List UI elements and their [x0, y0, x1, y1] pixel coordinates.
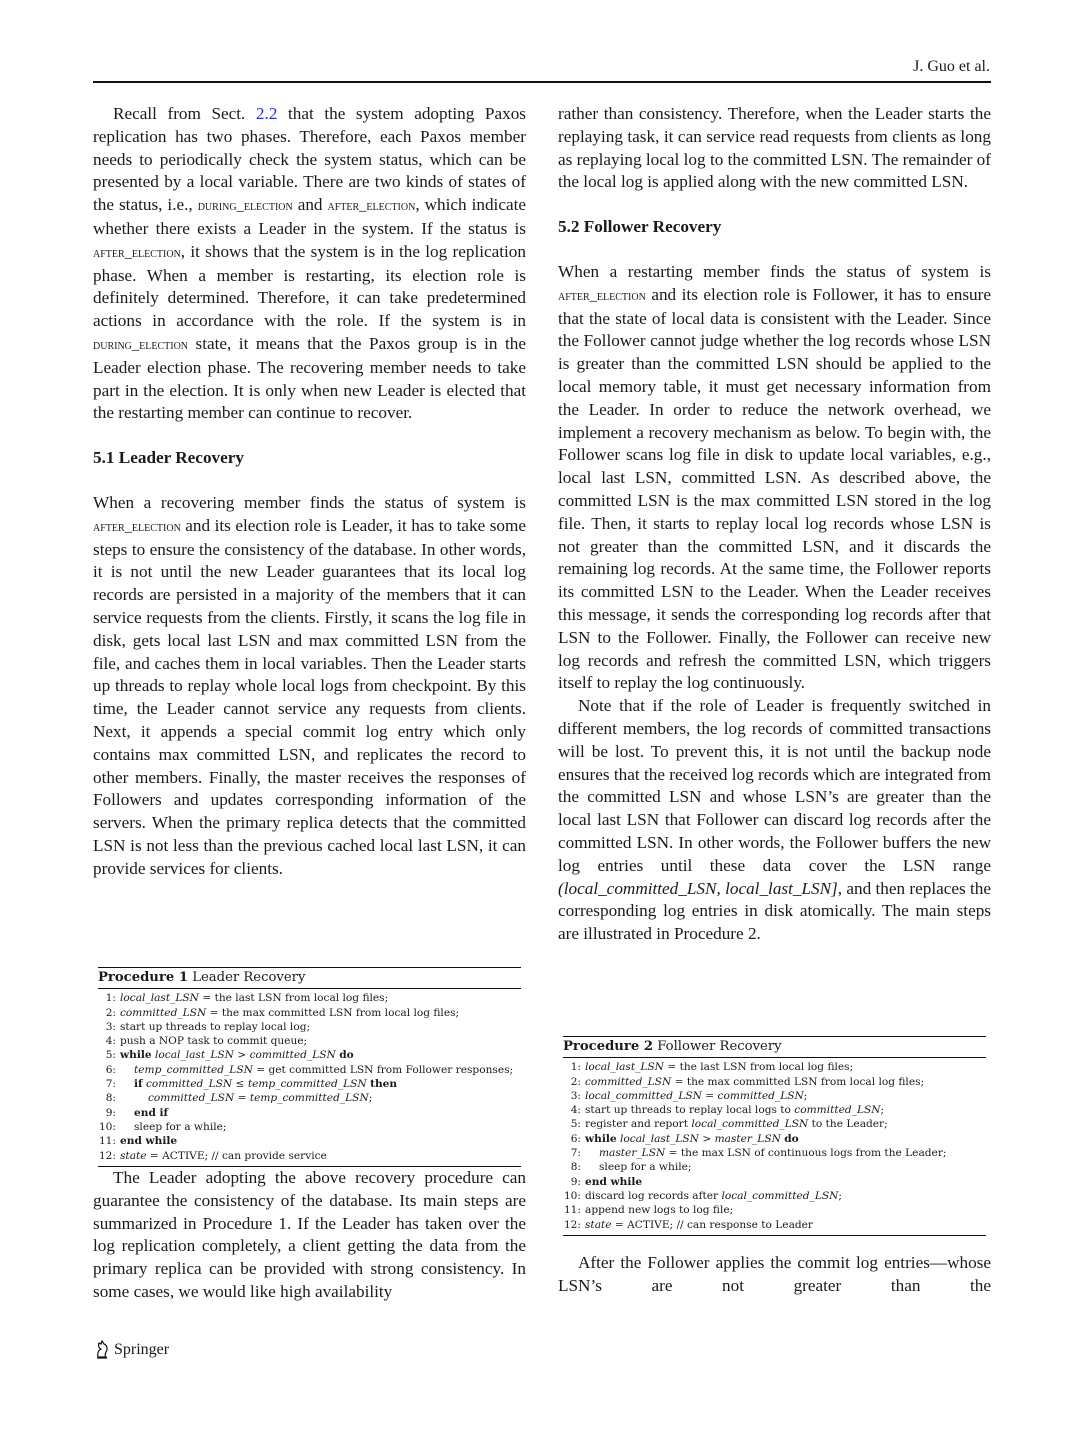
line-number: 5:	[570, 1118, 581, 1131]
line-number: 8:	[105, 1092, 116, 1105]
algo-line	[98, 1034, 521, 1048]
algo-line	[563, 1203, 986, 1217]
rule	[563, 1057, 986, 1058]
variable: temp_committed_LSN	[134, 1063, 253, 1076]
text: = ACTIVE; // can response to Leader	[611, 1218, 813, 1231]
variable: local_last_LSN	[585, 1061, 664, 1074]
algo-line	[563, 1103, 986, 1117]
algo-line	[563, 1132, 986, 1146]
algo-line	[563, 1075, 986, 1089]
text: ;	[838, 1189, 842, 1202]
small-caps-term: during_election	[197, 198, 293, 215]
text: append new logs to log file;	[585, 1204, 734, 1217]
keyword: end while	[585, 1175, 643, 1188]
line-number: 10:	[98, 1120, 116, 1133]
algo-line	[563, 1189, 986, 1203]
text: , it shows that the system is in the log replication phase. When a member is restarting, its election role is definitely determined. Therefore, it can take predetermined actions in accordance with the role. If the system is in	[93, 241, 526, 331]
operator: >	[233, 1049, 250, 1062]
text: push a NOP task to commit queue;	[120, 1035, 308, 1048]
text: Recall from Sect.	[113, 104, 256, 123]
algo-line	[98, 1077, 521, 1091]
text: sleep for a while;	[599, 1161, 692, 1174]
line-number: 3:	[570, 1089, 581, 1102]
variable: master_LSN	[714, 1132, 781, 1145]
keyword: then	[370, 1078, 398, 1091]
line-number: 10:	[563, 1189, 581, 1202]
procedure-label: Procedure 2	[563, 1039, 653, 1055]
algo-line	[98, 1120, 521, 1134]
header-rule	[93, 81, 991, 83]
variable: committed_LSN	[717, 1089, 804, 1102]
algo-line	[563, 1089, 986, 1103]
continued-paragraph: rather than consistency. Therefore, when the Leader starts the replaying task, it can service read requests from clients as long as replaying local log to the committed LSN. The remainder of the local log is applied along with the new committed LSN.	[558, 104, 991, 192]
small-caps-term: after_election	[327, 198, 416, 215]
section-heading-5-1: 5.1 Leader Recovery	[93, 448, 244, 468]
text: and	[292, 195, 328, 215]
keyword: if	[134, 1078, 143, 1091]
line-number: 6:	[105, 1063, 116, 1076]
variable: local_committed_LSN	[721, 1189, 839, 1202]
keyword: end while	[120, 1135, 178, 1148]
text: = the last LSN from local log files;	[198, 992, 389, 1005]
algo-line	[563, 1117, 986, 1131]
procedure-label: Procedure 1	[98, 970, 188, 986]
line-number: 3:	[105, 1020, 116, 1033]
text: that the system adopting Paxos replication has two phases. Therefore, each Paxos member needs to periodically check the system status, which can be presented by a local variable. There are two kinds of states of the status, i.e.,	[93, 104, 526, 215]
procedure-name: Leader Recovery	[192, 970, 306, 986]
text: start up threads to replay local logs to	[585, 1104, 795, 1117]
text: = ACTIVE; // can provide service	[146, 1149, 327, 1162]
variable: committed_LSN	[585, 1075, 672, 1088]
operator: =	[234, 1092, 250, 1105]
variable: committed_LSN	[794, 1104, 881, 1117]
algo-line	[98, 1020, 521, 1034]
rule	[98, 988, 521, 989]
algo-line	[563, 1175, 986, 1189]
text: Note that if the role of Leader is frequently switched in different members, the log records of committed transactions will be lost. To prevent this, it is not until the backup node ensures that the received log records which are integrated from the committed LSN and whose LSN’s are greater than the local last LSN that Follower can discard log records after the committed LSN. In other words, the Follower buffers the new log entries until these data cover the LSN range	[558, 696, 991, 875]
line-number: 1:	[105, 992, 116, 1005]
variable: committed_LSN	[120, 1006, 207, 1019]
keyword: while	[585, 1132, 617, 1145]
line-number: 2:	[570, 1075, 581, 1088]
line-number: 5:	[105, 1049, 116, 1062]
text: ;	[368, 1092, 373, 1105]
line-number: 12:	[98, 1149, 116, 1162]
line-number: 8:	[570, 1161, 581, 1174]
line-number: 4:	[105, 1035, 116, 1048]
keyword: do	[784, 1132, 799, 1145]
procedure-name: Follower Recovery	[657, 1039, 782, 1055]
algo-line	[98, 1048, 521, 1062]
variable: temp_committed_LSN	[247, 1078, 367, 1091]
text: discard log records after	[585, 1189, 722, 1202]
text: = the max committed LSN from local log files;	[206, 1006, 460, 1019]
variable: state	[120, 1149, 147, 1162]
publisher-name: Springer	[114, 1341, 170, 1358]
procedure-title	[563, 1037, 986, 1057]
line-number: 2:	[105, 1006, 116, 1019]
line-number: 9:	[105, 1106, 116, 1119]
after-procedure-1-paragraph: The Leader adopting the above recovery procedure can guarantee the consistency of the database. Its main steps are summarized in Procedure 1. If the Leader has taken over the log replication completely, a client getting the data from the primary replica can be provided with strong consistency. In some cases, we would like high availability	[93, 1168, 526, 1301]
keyword: end if	[134, 1106, 169, 1119]
procedure-title	[98, 968, 521, 988]
algo-line	[563, 1218, 986, 1232]
small-caps-term: after_election	[93, 518, 181, 535]
right-column	[558, 103, 991, 946]
variable: local_last_LSN	[155, 1049, 234, 1062]
text: ;	[803, 1089, 808, 1102]
line-number: 11:	[98, 1135, 116, 1148]
variable: state	[585, 1218, 612, 1231]
lsn-range: (local_committed_LSN, local_last_LSN]	[558, 878, 838, 898]
text: start up threads to replay local log;	[120, 1020, 311, 1033]
running-header-author: J. Guo et al.	[913, 58, 990, 75]
variable: local_committed_LSN	[585, 1089, 702, 1102]
variable: committed_LSN	[148, 1092, 235, 1105]
text: sleep for a while;	[134, 1120, 227, 1133]
leader-recovery-paragraph	[93, 492, 526, 881]
procedure-2-box	[563, 1036, 986, 1236]
small-caps-term: during_election	[93, 336, 189, 353]
operator: ≤	[232, 1078, 248, 1091]
variable: master_LSN	[599, 1147, 666, 1160]
algo-line	[98, 1006, 521, 1020]
procedure-1-box	[98, 967, 521, 1167]
keyword: while	[120, 1049, 152, 1062]
line-number: 9:	[570, 1175, 581, 1188]
line-number: 4:	[570, 1104, 581, 1117]
text: state, it means that the Paxos group is in the Leader election phase. The recovering member needs to take part in the election. It is only when new Leader is elected that the restarting member can continue to recover.	[93, 333, 526, 423]
variable: local_last_LSN	[120, 992, 199, 1005]
algo-line	[98, 991, 521, 1005]
text: When a recovering member finds the status of system is	[93, 492, 526, 512]
springer-horse-logo-icon	[93, 1340, 111, 1360]
algo-line	[563, 1060, 986, 1074]
text: and its election role is Follower, it has to ensure that the state of local data is consistent with the Leader. Since the Follower cannot judge whether the log records whose LSN is greater than the committed LSN should be applied to the local memory table, it must get necessary information from the Leader. In order to reduce the network overhead, we implement a recovery mechanism as below. To begin with, the Follower scans log file in disk to update local variables, e.g., local last LSN, committed LSN. As described above, the committed LSN is the max committed LSN stored in the log file. Then, it starts to replay local log records whose LSN is not greater than the committed LSN, and it discards the remaining log records. At the same time, the Follower reports its committed LSN to the Leader. When the Leader receives this message, it sends the corresponding log records after that LSN to the Follower. Finally, the Follower can receive new log records and refresh the committed LSN, which triggers itself to replay the log continuously.	[558, 284, 991, 693]
text: = the max LSN of continuous logs from the Leader;	[665, 1147, 947, 1160]
line-number: 12:	[563, 1218, 581, 1231]
operator: >	[698, 1132, 715, 1145]
text: and its election role is Leader, it has to take some steps to ensure the consistency of the database. In other words, it is not until the new Leader guarantees that its local log records are persisted in a majority of the members that it can service requests from the clients. Firstly, it scans the log file in disk, gets local last LSN and max committed LSN from the file, and caches them in local variables. Then the Leader starts up threads to replay whole local logs from checkpoint. By this time, the Leader cannot service any requests from clients. Next, it appends a special commit log entry which only contains max committed LSN, and replicates the record to other members. Finally, the master receives the responses of Followers and updates corresponding information of the servers. When the primary replica detects that the committed LSN is not less than the previous cached local last LSN, it can provide services for clients.	[93, 515, 526, 878]
left-column-bottom	[93, 1167, 526, 1304]
algo-line	[563, 1160, 986, 1174]
line-number: 11:	[563, 1204, 581, 1217]
algo-line	[98, 1134, 521, 1148]
rule	[563, 1235, 986, 1236]
section-link[interactable]: 2.2	[255, 104, 278, 123]
follower-recovery-paragraph	[558, 261, 991, 695]
intro-paragraph	[93, 103, 526, 425]
line-number: 7:	[105, 1078, 116, 1091]
text: , which indicate whether there exists a Leader in the system. If the status is	[93, 195, 526, 238]
note-paragraph	[558, 695, 991, 946]
small-caps-term: after_election	[558, 287, 646, 304]
text: ;	[880, 1104, 885, 1117]
variable: temp_committed_LSN	[249, 1092, 369, 1105]
line-number: 1:	[570, 1061, 581, 1074]
text: to the Leader;	[808, 1118, 888, 1131]
section-heading-5-2: 5.2 Follower Recovery	[558, 217, 722, 237]
variable: local_committed_LSN	[691, 1118, 809, 1131]
text: When a restarting member finds the status of system is	[558, 261, 991, 281]
small-caps-term: after_election	[93, 244, 181, 261]
algo-line	[98, 1063, 521, 1077]
right-column-bottom	[558, 1252, 991, 1298]
text: , and then replaces the corresponding log entries in disk atomically. The main steps are illustrated in Procedure 2.	[558, 878, 992, 944]
page-footer	[93, 1340, 169, 1360]
keyword: do	[339, 1049, 354, 1062]
variable: local_last_LSN	[620, 1132, 699, 1145]
line-number: 6:	[570, 1132, 581, 1145]
text: = get committed LSN from Follower responses;	[252, 1063, 514, 1076]
operator: =	[701, 1089, 718, 1102]
after-procedure-2-paragraph: After the Follower applies the commit log entries—whose LSN’s are not greater than the	[558, 1253, 991, 1295]
algo-line	[563, 1146, 986, 1160]
line-number: 7:	[570, 1147, 581, 1160]
variable: committed_LSN	[145, 1078, 233, 1091]
algo-line	[98, 1091, 521, 1105]
text: register and report	[585, 1118, 692, 1131]
algo-line	[98, 1106, 521, 1120]
algo-line	[98, 1149, 521, 1163]
left-column	[93, 103, 526, 881]
variable: committed_LSN	[249, 1049, 336, 1062]
text: = the max committed LSN from local log files;	[671, 1075, 925, 1088]
text: = the last LSN from local log files;	[663, 1061, 854, 1074]
